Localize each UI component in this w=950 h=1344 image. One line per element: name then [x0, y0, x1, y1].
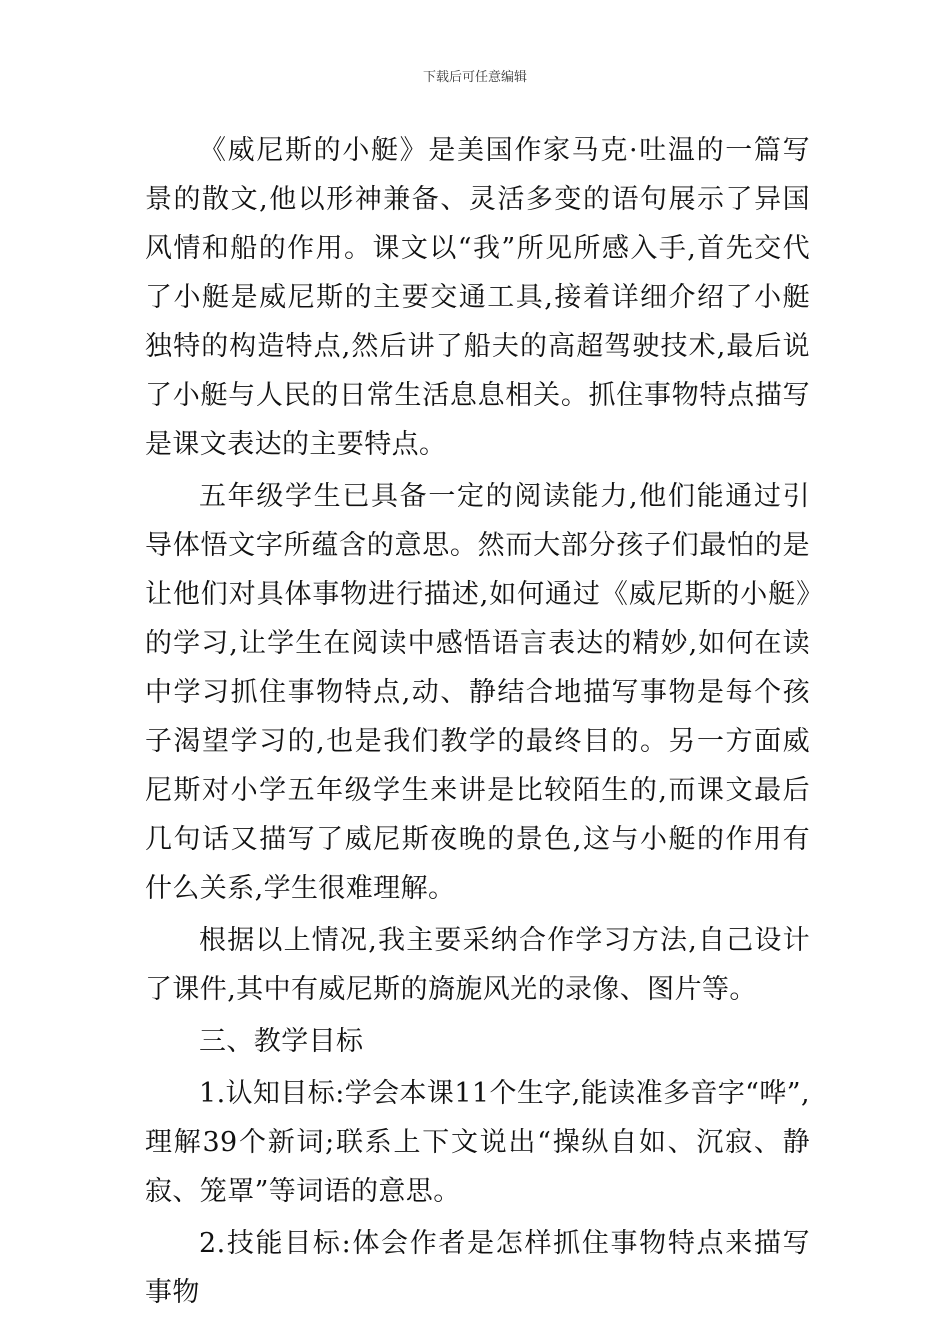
page-header: 下载后可任意编辑 — [422, 70, 527, 85]
document-body — [145, 126, 810, 1320]
section-heading-teaching-goals: 三、教学目标 — [199, 1026, 364, 1057]
paragraph-method: 根据以上情况,我主要采纳合作学习方法,自己设计了课件,其中有威尼斯的旖旎风光的录像、图片等。 — [145, 925, 810, 1005]
paragraph-student-analysis: 五年级学生已具备一定的阅读能力,他们能通过引导体悟文字所蕴含的意思。然而大部分孩子们最怕的是让他们对具体事物进行描述,如何通过《威尼斯的小艇》的学习,让学生在阅读中感悟语言表达的精妙,如何在读中学习抓住事物特点,动、静结合地描写事物是每个孩子渴望学习的,也是我们教学的最终目的。另一方面威尼斯对小学五年级学生来讲是比较陌生的,而课文最后几句话又描写了威尼斯夜晚的景色,这与小艇的作用有什么关系,学生很难理解。 — [145, 481, 810, 904]
paragraph-cognitive-goal: 1.认知目标:学会本课11个生字,能读准多音字“哗”,理解39个新词;联系上下文说出“操纵自如、沉寂、静寂、笼罩”等词语的意思。 — [145, 1078, 810, 1207]
paragraph-skill-goal: 2.技能目标:体会作者是怎样抓住事物特点来描写事物 — [145, 1228, 810, 1308]
paragraph-text-intro: 《威尼斯的小艇》是美国作家马克·吐温的一篇写景的散文,他以形神兼备、灵活多变的语句展示了异国风情和船的作用。课文以“我”所见所感入手,首先交代了小艇是威尼斯的主要交通工具,接着详细介绍了小艇独特的构造特点,然后讲了船夫的高超驾驶技术,最后说了小艇与人民的日常生活息息相关。抓住事物特点描写是课文表达的主要特点。 — [145, 135, 810, 460]
